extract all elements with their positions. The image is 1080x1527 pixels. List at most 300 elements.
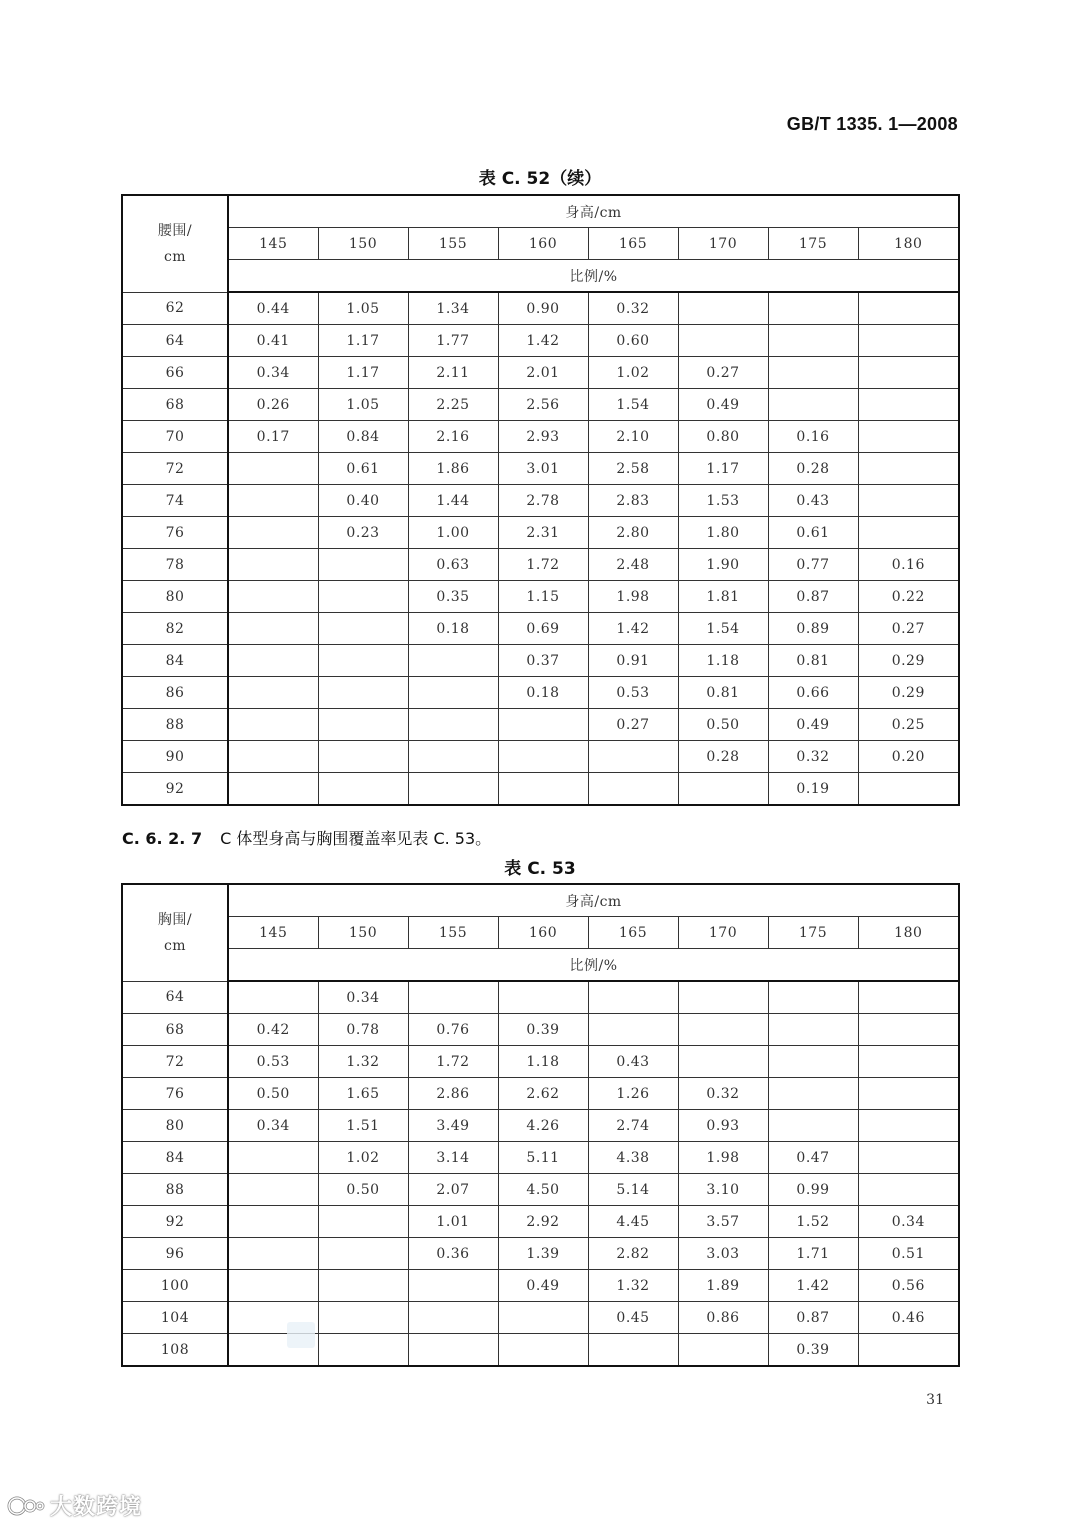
row-label: 72 (122, 1046, 228, 1078)
header-row-columns (122, 917, 959, 949)
table-cell (228, 517, 318, 549)
table-cell (768, 1078, 858, 1110)
table-cell (588, 1334, 678, 1367)
table-cell: 1.51 (318, 1110, 408, 1142)
table-cell (678, 292, 768, 325)
table-cell: 2.16 (408, 421, 498, 453)
table-cell: 0.43 (588, 1046, 678, 1078)
table-cell: 0.50 (318, 1174, 408, 1206)
row-label: 74 (122, 485, 228, 517)
table-cell: 1.98 (588, 581, 678, 613)
table-cell: 1.32 (318, 1046, 408, 1078)
table-row (122, 549, 959, 581)
table-cell: 2.48 (588, 549, 678, 581)
table-cell: 1.52 (768, 1206, 858, 1238)
table-cell (498, 981, 588, 1014)
table-cell (768, 1110, 858, 1142)
table-cell (408, 773, 498, 806)
table-cell: 0.78 (318, 1014, 408, 1046)
table-cell: 5.11 (498, 1142, 588, 1174)
table-row (122, 645, 959, 677)
table-row (122, 709, 959, 741)
table-cell: 2.58 (588, 453, 678, 485)
table-cell: 0.34 (318, 981, 408, 1014)
table-cell (228, 581, 318, 613)
table-cell: 1.65 (318, 1078, 408, 1110)
column-header: 155 (408, 917, 498, 949)
header-row-columns (122, 228, 959, 260)
row-header-unit: cm (163, 248, 187, 265)
table-cell (228, 1206, 318, 1238)
table-cell: 0.20 (858, 741, 959, 773)
table-row (122, 421, 959, 453)
table-cell: 1.90 (678, 549, 768, 581)
table-cell (318, 677, 408, 709)
table-cell (858, 1078, 959, 1110)
table-cell (858, 1334, 959, 1367)
table-cell: 0.44 (228, 292, 318, 325)
table-c52 (121, 194, 960, 806)
table-cell: 0.56 (858, 1270, 959, 1302)
table-cell (858, 1046, 959, 1078)
table-row (122, 1302, 959, 1334)
table-cell (228, 709, 318, 741)
table-cell: 2.74 (588, 1110, 678, 1142)
row-label: 92 (122, 1206, 228, 1238)
table-cell (768, 1046, 858, 1078)
table-cell (768, 357, 858, 389)
table-cell (228, 485, 318, 517)
table-cell: 0.28 (768, 453, 858, 485)
table-row (122, 485, 959, 517)
table-cell (858, 1142, 959, 1174)
table-cell (408, 1302, 498, 1334)
row-label: 84 (122, 645, 228, 677)
column-header: 160 (498, 917, 588, 949)
row-header-unit: cm (163, 937, 187, 954)
row-label: 62 (122, 292, 228, 325)
page-number: 31 (926, 1392, 944, 1408)
table-row (122, 677, 959, 709)
table-cell: 0.61 (318, 453, 408, 485)
row-label: 88 (122, 709, 228, 741)
table-cell: 0.53 (588, 677, 678, 709)
table-cell (858, 773, 959, 806)
table-cell: 4.26 (498, 1110, 588, 1142)
table-cell: 0.69 (498, 613, 588, 645)
row-label: 96 (122, 1238, 228, 1270)
table-cell: 1.39 (498, 1238, 588, 1270)
table-cell: 0.25 (858, 709, 959, 741)
table-cell: 0.99 (768, 1174, 858, 1206)
column-header: 180 (858, 917, 959, 949)
table-cell: 0.27 (588, 709, 678, 741)
table-cell (408, 709, 498, 741)
table-cell (408, 645, 498, 677)
clause-c-6-2-7 (122, 826, 491, 849)
table-cell: 1.05 (318, 389, 408, 421)
table-cell: 0.49 (678, 389, 768, 421)
table-cell: 1.42 (588, 613, 678, 645)
table-cell: 3.03 (678, 1238, 768, 1270)
table-cell: 1.42 (498, 325, 588, 357)
table-cell: 0.39 (498, 1014, 588, 1046)
row-label: 108 (122, 1334, 228, 1367)
table-cell: 0.76 (408, 1014, 498, 1046)
column-header: 150 (318, 917, 408, 949)
table-row (122, 773, 959, 806)
table-cell (408, 1270, 498, 1302)
table-cell (228, 677, 318, 709)
table-cell: 2.93 (498, 421, 588, 453)
table-cell (228, 453, 318, 485)
table-cell: 4.50 (498, 1174, 588, 1206)
row-label: 76 (122, 1078, 228, 1110)
table-cell: 0.47 (768, 1142, 858, 1174)
table-cell: 0.50 (228, 1078, 318, 1110)
table-cell: 0.45 (588, 1302, 678, 1334)
table-cell: 0.84 (318, 421, 408, 453)
table-cell (768, 389, 858, 421)
table-row (122, 1206, 959, 1238)
table-cell (498, 773, 588, 806)
table-cell: 1.72 (498, 549, 588, 581)
column-header: 165 (588, 228, 678, 260)
table-cell: 2.62 (498, 1078, 588, 1110)
row-label: 80 (122, 1110, 228, 1142)
table-c53 (121, 883, 960, 1367)
row-label: 88 (122, 1174, 228, 1206)
table-cell: 0.19 (768, 773, 858, 806)
table-cell: 1.18 (498, 1046, 588, 1078)
table-cell: 0.49 (498, 1270, 588, 1302)
table-cell: 1.54 (588, 389, 678, 421)
table-cell: 0.89 (768, 613, 858, 645)
table-row (122, 325, 959, 357)
table-cell (678, 1334, 768, 1367)
table-cell (318, 1270, 408, 1302)
table-cell: 1.54 (678, 613, 768, 645)
table-row (122, 1174, 959, 1206)
row-label: 64 (122, 325, 228, 357)
watermark-logo-icon (6, 1493, 46, 1519)
table-cell (318, 1238, 408, 1270)
table-cell: 0.18 (408, 613, 498, 645)
clause-text: C 体型身高与胸围覆盖率见表 C. 53。 (220, 829, 492, 848)
row-label: 100 (122, 1270, 228, 1302)
table-row (122, 1014, 959, 1046)
table-cell: 2.31 (498, 517, 588, 549)
table-cell (498, 1302, 588, 1334)
table-cell: 0.34 (228, 357, 318, 389)
row-label: 80 (122, 581, 228, 613)
table-cell (858, 453, 959, 485)
table-cell (678, 1046, 768, 1078)
table-cell (228, 549, 318, 581)
table-row (122, 1142, 959, 1174)
table-cell: 1.71 (768, 1238, 858, 1270)
table-row (122, 581, 959, 613)
table-cell: 0.41 (228, 325, 318, 357)
column-header: 155 (408, 228, 498, 260)
table-row (122, 981, 959, 1014)
table-cell (318, 549, 408, 581)
row-label: 72 (122, 453, 228, 485)
table-cell: 0.50 (678, 709, 768, 741)
table-cell: 0.16 (858, 549, 959, 581)
standard-code: GB/T 1335. 1—2008 (786, 114, 958, 134)
table-cell: 1.34 (408, 292, 498, 325)
table-row (122, 1078, 959, 1110)
table-row (122, 1046, 959, 1078)
unit-header: 比例/% (228, 949, 959, 982)
table-cell: 3.49 (408, 1110, 498, 1142)
table-cell: 1.17 (318, 357, 408, 389)
table-cell: 1.77 (408, 325, 498, 357)
table-cell: 0.61 (768, 517, 858, 549)
table-cell: 1.44 (408, 485, 498, 517)
table-cell (228, 613, 318, 645)
table-cell: 0.16 (768, 421, 858, 453)
table-cell: 0.42 (228, 1014, 318, 1046)
table-cell (678, 773, 768, 806)
table-cell: 0.17 (228, 421, 318, 453)
table-cell: 1.81 (678, 581, 768, 613)
row-label: 64 (122, 981, 228, 1014)
table-cell: 0.51 (858, 1238, 959, 1270)
table-cell: 0.49 (768, 709, 858, 741)
header-row-group (122, 195, 959, 228)
table-row (122, 1334, 959, 1367)
table-cell: 0.29 (858, 645, 959, 677)
table-cell: 0.18 (498, 677, 588, 709)
table-cell (588, 1014, 678, 1046)
table-cell (678, 1014, 768, 1046)
table-cell (858, 1174, 959, 1206)
table-cell: 1.00 (408, 517, 498, 549)
table-cell: 1.32 (588, 1270, 678, 1302)
table-cell: 0.81 (768, 645, 858, 677)
row-label: 68 (122, 389, 228, 421)
table-cell: 1.01 (408, 1206, 498, 1238)
table-cell (318, 1334, 408, 1367)
table-cell (228, 645, 318, 677)
table-cell: 2.25 (408, 389, 498, 421)
table-cell (408, 677, 498, 709)
table-row (122, 453, 959, 485)
table-caption-c52: 表 C. 52（续） (478, 169, 602, 189)
table-cell: 2.10 (588, 421, 678, 453)
table-cell (408, 741, 498, 773)
row-label: 104 (122, 1302, 228, 1334)
table-cell: 0.29 (858, 677, 959, 709)
table-cell: 3.01 (498, 453, 588, 485)
header-row-unit (122, 949, 959, 982)
row-header-label: 胸围/ (157, 911, 193, 928)
column-header: 165 (588, 917, 678, 949)
table-cell: 2.01 (498, 357, 588, 389)
table-cell (588, 741, 678, 773)
column-header: 170 (678, 917, 768, 949)
table-cell: 2.80 (588, 517, 678, 549)
table-cell: 2.11 (408, 357, 498, 389)
table-cell (228, 1270, 318, 1302)
column-header: 180 (858, 228, 959, 260)
table-cell: 0.60 (588, 325, 678, 357)
table-row (122, 357, 959, 389)
table-cell (858, 292, 959, 325)
table-cell: 1.17 (318, 325, 408, 357)
table-cell (228, 741, 318, 773)
table-cell (318, 709, 408, 741)
table-cell: 3.10 (678, 1174, 768, 1206)
table-cell (858, 421, 959, 453)
group-header: 身高/cm (228, 884, 959, 917)
table-cell: 0.28 (678, 741, 768, 773)
row-header-cell (122, 195, 228, 292)
row-label: 78 (122, 549, 228, 581)
table-row (122, 1110, 959, 1142)
table-cell: 0.40 (318, 485, 408, 517)
column-header: 145 (228, 228, 318, 260)
table-cell: 4.38 (588, 1142, 678, 1174)
table-cell: 0.32 (588, 292, 678, 325)
table-cell: 1.53 (678, 485, 768, 517)
header-row-unit (122, 260, 959, 293)
table-cell (588, 981, 678, 1014)
table-cell: 1.80 (678, 517, 768, 549)
table-cell (228, 773, 318, 806)
table-cell: 0.86 (678, 1302, 768, 1334)
table-cell (858, 1110, 959, 1142)
table-cell: 2.83 (588, 485, 678, 517)
table-cell: 0.43 (768, 485, 858, 517)
table-cell: 0.39 (768, 1334, 858, 1367)
table-cell: 1.05 (318, 292, 408, 325)
table-cell: 1.26 (588, 1078, 678, 1110)
header-row-group (122, 884, 959, 917)
table-cell: 1.72 (408, 1046, 498, 1078)
table-cell: 1.17 (678, 453, 768, 485)
table-cell: 5.14 (588, 1174, 678, 1206)
table-cell (858, 1014, 959, 1046)
table-cell (588, 773, 678, 806)
table-cell: 3.57 (678, 1206, 768, 1238)
row-label: 70 (122, 421, 228, 453)
table-cell: 1.18 (678, 645, 768, 677)
table-cell (678, 981, 768, 1014)
column-header: 175 (768, 228, 858, 260)
table-cell: 1.02 (318, 1142, 408, 1174)
table-cell: 2.07 (408, 1174, 498, 1206)
table-cell: 1.15 (498, 581, 588, 613)
table-cell (228, 1174, 318, 1206)
table-cell (228, 1238, 318, 1270)
table-cell (858, 485, 959, 517)
table-cell: 0.27 (858, 613, 959, 645)
table-row (122, 517, 959, 549)
table-cell (498, 1334, 588, 1367)
table-cell: 0.36 (408, 1238, 498, 1270)
table-cell: 2.92 (498, 1206, 588, 1238)
table-cell: 0.37 (498, 645, 588, 677)
table-cell (858, 981, 959, 1014)
table-cell: 0.93 (678, 1110, 768, 1142)
table-cell (318, 773, 408, 806)
table-cell: 0.81 (678, 677, 768, 709)
column-header: 150 (318, 228, 408, 260)
row-label: 68 (122, 1014, 228, 1046)
table-row (122, 741, 959, 773)
table-row (122, 1238, 959, 1270)
table-cell (768, 325, 858, 357)
table-row (122, 389, 959, 421)
column-header: 160 (498, 228, 588, 260)
table-cell (228, 981, 318, 1014)
table-cell: 0.77 (768, 549, 858, 581)
table-cell (768, 1014, 858, 1046)
row-label: 76 (122, 517, 228, 549)
table-caption-c53: 表 C. 53 (504, 859, 576, 879)
table-cell: 0.66 (768, 677, 858, 709)
table-cell (408, 1334, 498, 1367)
table-cell: 1.98 (678, 1142, 768, 1174)
clause-number: C. 6. 2. 7 (122, 829, 203, 848)
table-cell (858, 389, 959, 421)
row-label: 82 (122, 613, 228, 645)
table-cell: 0.23 (318, 517, 408, 549)
table-cell (318, 1206, 408, 1238)
unit-header: 比例/% (228, 260, 959, 293)
table-cell: 0.91 (588, 645, 678, 677)
table-cell: 0.53 (228, 1046, 318, 1078)
row-label: 84 (122, 1142, 228, 1174)
table-cell (318, 613, 408, 645)
table-cell (858, 357, 959, 389)
table-cell: 0.80 (678, 421, 768, 453)
table-cell: 4.45 (588, 1206, 678, 1238)
table-cell: 2.56 (498, 389, 588, 421)
table-row (122, 613, 959, 645)
table-cell (318, 581, 408, 613)
table-cell (318, 741, 408, 773)
table-cell (318, 1302, 408, 1334)
column-header: 145 (228, 917, 318, 949)
table-cell: 1.02 (588, 357, 678, 389)
row-header-label: 腰围/ (157, 222, 193, 239)
group-header: 身高/cm (228, 195, 959, 228)
column-header: 175 (768, 917, 858, 949)
column-header: 170 (678, 228, 768, 260)
row-label: 92 (122, 773, 228, 806)
table-cell: 0.87 (768, 581, 858, 613)
table-cell (768, 292, 858, 325)
row-label: 90 (122, 741, 228, 773)
table-row (122, 292, 959, 325)
row-label: 86 (122, 677, 228, 709)
table-cell: 1.42 (768, 1270, 858, 1302)
table-cell: 0.27 (678, 357, 768, 389)
table-cell: 0.34 (858, 1206, 959, 1238)
row-label: 66 (122, 357, 228, 389)
footer-watermark (6, 1490, 142, 1521)
table-cell (498, 709, 588, 741)
table-cell: 0.90 (498, 292, 588, 325)
table-cell: 2.86 (408, 1078, 498, 1110)
table-cell: 1.89 (678, 1270, 768, 1302)
table-cell: 0.22 (858, 581, 959, 613)
table-cell: 0.63 (408, 549, 498, 581)
